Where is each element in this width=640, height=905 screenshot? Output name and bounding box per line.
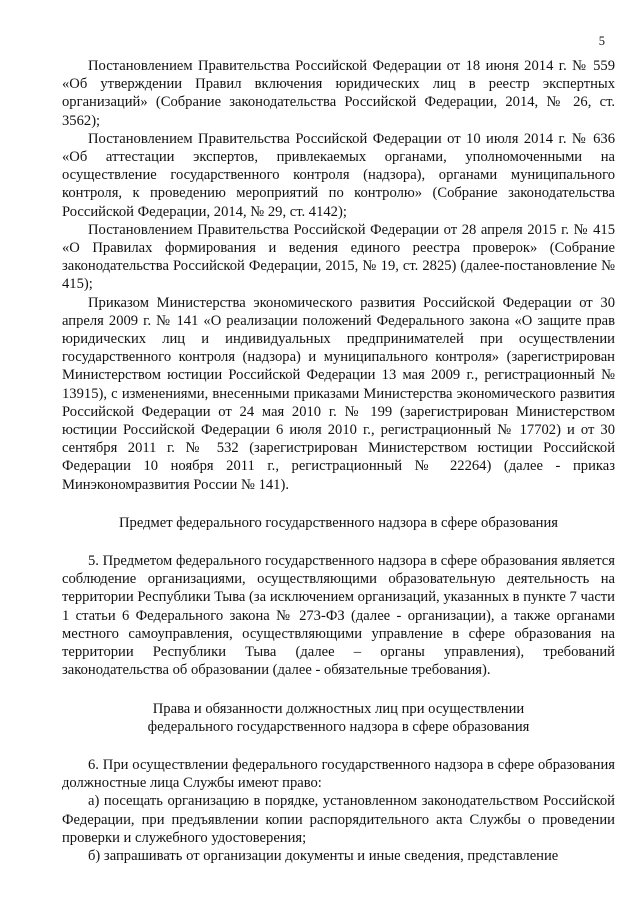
paragraph-decree-559: Постановлением Правительства Российской Федерации от 18 июня 2014 г. № 559 «Об утверждении Правил включения юридических лиц в реестр экспертных организаций» (Собрание законодательства Российской Федерации, 2014, № 26, ст. 3562);: [62, 58, 615, 129]
paragraph-order-141: Приказом Министерства экономического развития Российской Федерации от 30 апреля 2009 г. № 141 «О реализации положений Федерального закона «О защите прав юридических лиц и индивидуальных предпринимателей при осуществлении государственного контроля (надзора) и муниципального контроля» (зарегистрирован Министерством юстиции Российской Федерации 13 мая 2009 г., регистрационный № 13915), с изменениями, внесенными приказами Министерства экономического развития Российской Федерации от 24 мая 2010 г. № 199 (зарегистрирован Министерством юстиции Российской Федерации 6 июля 2010 г., регистрационный № 17702) и от 30 сентября 2011 г. № 532 (зарегистрирован Министерством юстиции Российской Федерации 10 ноября 2011 г., регистрационный № 22264) (далее - приказ Минэкономразвития России № 141).: [62, 294, 615, 493]
section-heading-subject: Предмет федерального государственного надзора в сфере образования: [118, 514, 559, 531]
section-heading-rights: [62, 700, 615, 736]
list-item-a: а) посещать организацию в порядке, установленном законодательством Российской Федерации, при предъявлении копии распорядительного акта Службы о проведении проверки и служебного удостоверения;: [62, 793, 615, 846]
paragraph-decree-415: Постановлением Правительства Российской Федерации от 28 апреля 2015 г. № 415 «О Правилах формирования и ведения единого реестра проверок» (Собрание законодательства Российской Федерации, 2015, № 19, ст. 2825) (далее-постановление № 415);: [62, 221, 615, 293]
paragraph-5: 5. Предметом федерального государственного надзора в сфере образования является соблюдение организациями, осуществляющими образовательную деятельность на территории Республики Тыва (за исключением организаций, указанных в пункте 7 части 1 статьи 6 Федерального закона № 273-ФЗ (далее - организации), а также органами местного самоуправления, осуществляющими управление в сфере образования на территории Республики Тыва (далее – органы управления), требований законодательства об образовании (далее - обязательные требования).: [62, 553, 615, 679]
document-body: [62, 57, 615, 865]
page-number: 5: [598, 34, 605, 48]
section-heading-rights-line-2: федерального государственного надзора в сфере образования: [147, 718, 530, 735]
section-heading-rights-line-1: Права и обязанности должностных лиц при осуществлении: [152, 700, 525, 717]
paragraph-decree-636: Постановлением Правительства Российской Федерации от 10 июля 2014 г. № 636 «Об аттестации экспертов, привлекаемых органами, уполномоченными на осуществление государственного контроля (надзора), органами муниципального контроля, к проведению мероприятий по контролю» (Собрание законодательства Российской Федерации, 2014, № 29, ст. 4142);: [62, 130, 615, 220]
paragraph-6: 6. При осуществлении федерального государственного надзора в сфере образования должностные лица Службы имеют право:: [62, 756, 615, 792]
list-item-b: б) запрашивать от организации документы и иные сведения, представление: [88, 847, 559, 864]
